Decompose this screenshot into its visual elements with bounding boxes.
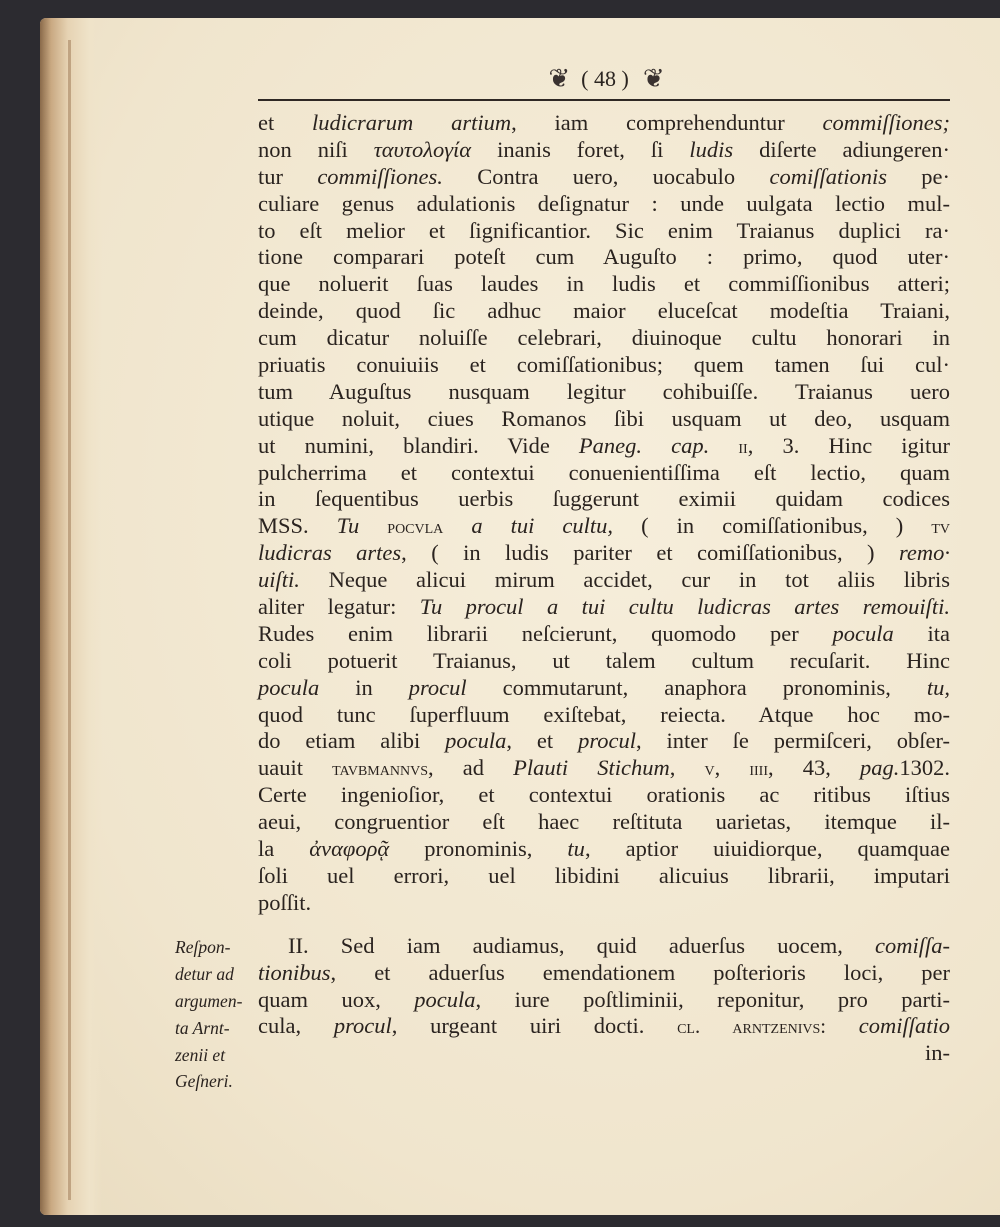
marginal-note-line: argumen- (175, 990, 243, 1011)
text-run: commutarunt, anaphora pronominis, (466, 674, 927, 700)
italic-text: Paneg. cap. (578, 432, 710, 458)
text-run: coli potuerit Traianus, ut talem cultum recuſarit. Hinc (258, 647, 950, 673)
italic-text: tu, (926, 674, 950, 700)
text-run: utique noluit, ciues Romanos ſibi usquam ut deo, usquam (258, 405, 950, 431)
italic-text: comiſſationis (769, 163, 887, 189)
text-line (258, 298, 950, 325)
text-line (258, 567, 950, 594)
text-run: , (669, 755, 705, 781)
text-run: aliter legatur: (258, 594, 420, 620)
text-line (258, 218, 950, 245)
text-run: pronominis, (389, 836, 568, 862)
italic-text: comiſſa- (875, 932, 950, 958)
text-run: ( in comiſſationibus, ) (613, 513, 932, 539)
text-run: , iam comprehenduntur (511, 110, 823, 135)
text-run: in- (925, 1040, 950, 1066)
marginal-note-line: Geſneri. (175, 1071, 233, 1092)
italic-text: tionibus (258, 959, 331, 985)
text-line (258, 863, 950, 890)
italic-text: pocula (414, 986, 476, 1012)
italic-text: pocula (832, 620, 894, 646)
ornament-left-icon: ❦ (548, 64, 568, 93)
text-run: , 3. Hinc igitur (747, 432, 951, 458)
text-run: et (258, 110, 313, 135)
small-caps-text: ii (738, 435, 748, 458)
text-line (258, 890, 950, 917)
italic-text: Tu procul a tui cultu ludicras artes remouiſti. (419, 594, 950, 620)
text-run: aeui, congruentior eſt haec reſtituta uarietas, itemque il- (258, 809, 950, 835)
text-line (258, 110, 950, 137)
text-line (258, 352, 950, 379)
text-run: , (714, 755, 750, 781)
text-line (258, 406, 950, 433)
text-run: que noluerit ſuas laudes in ludis et commiſſionibus atteri; (258, 271, 950, 297)
running-header (480, 62, 730, 96)
text-line (258, 540, 950, 567)
text-run (359, 513, 387, 538)
text-run: inanis foret, ſi (471, 136, 690, 162)
italic-text: ταυτολογία (373, 136, 472, 162)
italic-text: pag. (860, 755, 900, 781)
text-run: pulcherrima et contextui conuenientiſſima eſt lectio, quam (258, 459, 950, 485)
small-caps-text: iiii (749, 758, 768, 781)
text-run: tum Auguſtus nusquam legitur cohibuiſſe. Traianus uero (258, 378, 950, 404)
text-run: tur (258, 163, 318, 189)
italic-text: uiſti. (258, 567, 300, 593)
text-line (258, 782, 950, 809)
text-run: ut numini, blandiri. Vide (258, 432, 579, 458)
italic-text: ludicras artes (258, 540, 402, 566)
italic-text: tu (567, 836, 585, 862)
italic-text: pocula (445, 728, 507, 754)
text-run: MSS. (258, 513, 337, 539)
italic-text: comiſſatio (858, 1013, 950, 1039)
italic-text: ludis (689, 136, 734, 162)
text-line (258, 675, 950, 702)
text-line (258, 271, 950, 298)
text-run: cula, (258, 1013, 334, 1039)
text-run: in ſequentibus uerbis ſuggerunt eximii quidam codices (258, 486, 950, 512)
text-run: , inter ſe permiſceri, obſer- (635, 728, 950, 754)
italic-text: ἀναφορᾷ (309, 836, 390, 862)
paragraph-2 (258, 933, 950, 1067)
text-line (258, 594, 950, 621)
text-run: cum dicatur noluiſſe celebrari, diuinoque cultu honorari in (258, 325, 950, 351)
text-run: priuatis conuiuiis et comiſſationibus; quem tamen ſui cul· (258, 352, 950, 378)
italic-text: commiſſiones; (822, 110, 950, 135)
small-caps-text: v (704, 758, 715, 781)
text-run (826, 1013, 859, 1038)
header-rule (258, 99, 950, 101)
italic-text: pocula (258, 674, 320, 700)
marginal-note-line: ta Arnt- (175, 1017, 230, 1038)
text-line (258, 755, 950, 782)
italic-text: ludicrarum artium (312, 110, 512, 135)
small-caps-text: pocvla (387, 516, 444, 539)
text-run: 1302. (899, 755, 950, 781)
text-run: to eſt melior et ſignificantior. Sic enim Traianus duplici ra· (258, 217, 950, 243)
text-line (258, 809, 950, 836)
text-run: , urgeant uiri docti. (391, 1013, 678, 1039)
italic-text: a tui cultu, (471, 513, 614, 539)
text-run: deinde, quod ſic adhuc maior eluceſcat modeſtia Traiani, (258, 298, 950, 324)
italic-text: commiſſiones. (317, 163, 443, 189)
text-line (258, 486, 950, 513)
text-run: Rudes enim librarii neſcierunt, quomodo per (258, 620, 833, 646)
text-run: ita (893, 620, 950, 646)
text-run: tione comparari poteſt cum Auguſto : primo, quod uter· (258, 244, 950, 270)
body-text (258, 110, 950, 1067)
text-run: II. Sed iam audiamus, quid aduerſus uocem, (288, 932, 876, 958)
text-line (258, 1040, 950, 1067)
text-line (258, 325, 950, 352)
text-line (258, 460, 950, 487)
small-caps-text: tavbmannvs (332, 758, 428, 781)
text-line (258, 960, 950, 987)
text-line (258, 987, 950, 1014)
text-run: , 43, (768, 755, 860, 781)
ornament-right-icon: ❦ (642, 64, 662, 93)
page-number: ( 48 ) (581, 66, 629, 91)
text-run: Certe ingenioſior, et contextui orationis ac ritibus iſtius (258, 782, 950, 808)
text-run: quam uox, (258, 986, 415, 1012)
italic-text: remo· (898, 540, 950, 566)
italic-text: procul (578, 728, 636, 754)
gutter-shadow (68, 40, 71, 1200)
text-run: poſſit. (258, 889, 312, 915)
text-run (443, 513, 471, 538)
text-line (258, 933, 950, 960)
text-line (258, 836, 950, 863)
text-run: diſerte adiungeren· (733, 136, 950, 162)
text-line (258, 728, 950, 755)
text-run: do etiam alibi (258, 728, 446, 754)
small-caps-text: cl. arntzenivs: (677, 1016, 827, 1039)
marginal-note-line: zenii et (175, 1044, 226, 1065)
text-run: uauit (258, 755, 333, 781)
text-run: Neque alicui mirum accidet, cur in tot aliis libris (299, 567, 950, 593)
text-line (258, 191, 950, 218)
text-line (258, 137, 950, 164)
text-run: pe· (886, 163, 951, 189)
text-line (258, 433, 950, 460)
text-line (258, 379, 950, 406)
text-run: , et aduerſus emendationem poſterioris loci, per (330, 959, 950, 985)
text-run: , et (506, 728, 579, 754)
text-run: , iure poſtliminii, reponitur, pro parti- (475, 986, 951, 1012)
text-line (258, 648, 950, 675)
italic-text: Tu (336, 513, 360, 539)
text-run: , ad (428, 755, 514, 781)
text-line (258, 244, 950, 271)
text-run: in (319, 674, 409, 700)
italic-text: procul (408, 674, 467, 700)
text-line (258, 621, 950, 648)
text-run: , aptior uiuidiorque, quamquae (584, 836, 950, 862)
text-run (709, 433, 738, 458)
paragraph-1 (258, 110, 950, 917)
text-run: ſoli uel errori, uel libidini alicuius librarii, imputari (258, 862, 950, 888)
text-line (258, 164, 950, 191)
text-line (258, 702, 950, 729)
marginal-note-line: detur ad (175, 963, 234, 984)
text-run: culiare genus adulationis deſignatur : unde uulgata lectio mul- (258, 190, 950, 216)
italic-text: Plauti Stichum (513, 755, 670, 781)
text-run: Contra uero, uocabulo (442, 163, 770, 189)
marginal-note-line: Reſpon- (175, 937, 231, 957)
page-gutter (40, 18, 102, 1215)
small-caps-text: tv (931, 516, 951, 539)
marginal-note (175, 934, 255, 1095)
text-run: quod tunc ſuperfluum exiſtebat, reiecta. Atque hoc mo- (258, 701, 950, 727)
text-run: non niſi (258, 136, 374, 162)
text-run: , ( in ludis pariter et comiſſationibus, ) (401, 540, 899, 566)
text-line (258, 513, 950, 540)
italic-text: procul (333, 1013, 392, 1039)
paragraph-gap (258, 917, 950, 933)
text-line (258, 1013, 950, 1040)
text-run: la (258, 836, 310, 862)
